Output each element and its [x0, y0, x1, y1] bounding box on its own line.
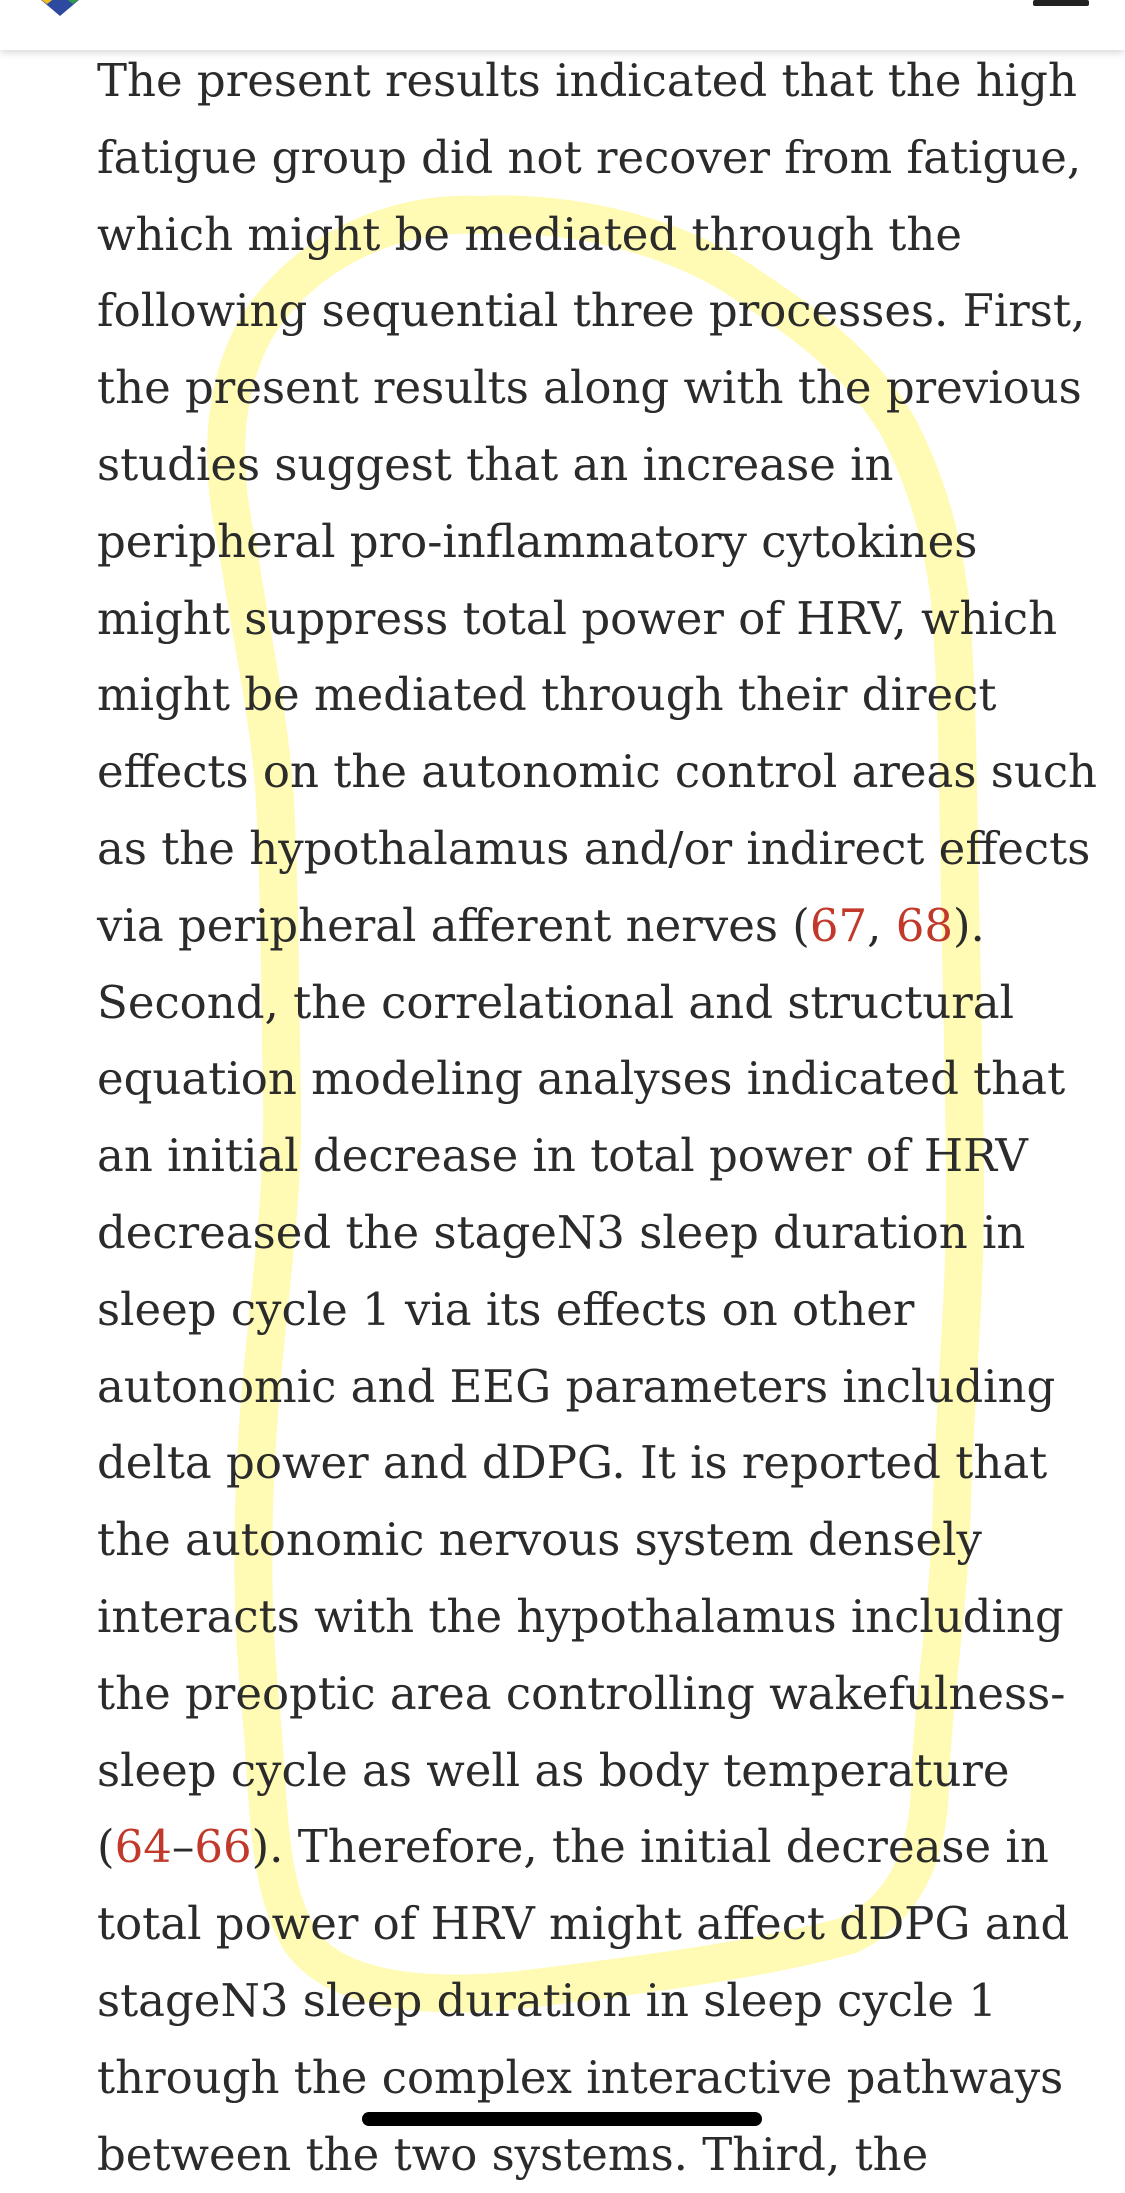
text-line — [97, 1425, 1057, 1502]
text-run: might suppress total power of HRV, which — [97, 591, 1058, 645]
home-indicator[interactable] — [362, 2112, 762, 2126]
text-run: the autonomic nervous system densely — [97, 1513, 982, 1567]
text-line — [97, 2117, 1057, 2193]
text-run: decreased the stageN3 sleep duration in — [97, 1205, 1026, 1259]
text-line — [97, 657, 1057, 734]
top-navigation-bar — [0, 0, 1125, 50]
text-line — [97, 1349, 1057, 1426]
text-line — [97, 734, 1098, 811]
text-run: ). Therefore, the initial decrease in — [251, 1820, 1049, 1874]
text-line — [97, 1733, 1057, 1810]
text-line — [97, 1579, 1064, 1656]
text-run: between the two systems. Third, the — [97, 2127, 929, 2181]
text-run: The present results indicated that the high — [97, 54, 1077, 107]
text-run: ). — [952, 898, 985, 952]
text-line — [97, 1656, 1066, 1733]
text-run: via peripheral afferent nerves ( — [97, 898, 810, 952]
citation-link[interactable]: 67 — [809, 898, 868, 952]
text-run: autonomic and EEG parameters including — [97, 1359, 1056, 1413]
text-line — [97, 1963, 1057, 2040]
text-line — [97, 427, 1057, 504]
text-line — [97, 1886, 1070, 1963]
text-run: interacts with the hypothalamus including — [97, 1589, 1064, 1643]
text-run: stageN3 sleep duration in sleep cycle 1 — [97, 1973, 997, 2027]
text-line — [97, 1272, 1057, 1349]
citation-link[interactable]: 68 — [895, 898, 953, 952]
text-run: might be mediated through their direct — [97, 668, 997, 722]
text-run: total power of HRV might affect dDPG and — [97, 1897, 1070, 1951]
text-line — [97, 1118, 1057, 1195]
text-run: sleep cycle as well as body temperature — [97, 1743, 1010, 1797]
text-line — [97, 350, 1082, 427]
text-line — [97, 888, 1057, 965]
text-run: the present results along with the previous — [97, 361, 1082, 415]
text-line — [97, 120, 1082, 197]
text-run: effects on the autonomic control areas such — [97, 745, 1098, 799]
hamburger-menu-icon[interactable] — [1033, 0, 1089, 6]
text-run: which might be mediated through the — [97, 207, 962, 261]
citation-link[interactable]: 66 — [194, 1820, 252, 1874]
text-run: delta power and dDPG. It is reported that — [97, 1436, 1048, 1490]
text-line — [97, 273, 1086, 350]
text-run: as the hypothalamus and/or indirect effects — [97, 821, 1091, 875]
text-run: Second, the correlational and structural — [97, 975, 1014, 1029]
text-run: – — [171, 1820, 195, 1874]
text-run: an initial decrease in total power of HRV — [97, 1129, 1028, 1183]
text-run: sleep cycle 1 via its effects on other — [97, 1282, 915, 1336]
journal-logo-icon[interactable] — [30, 0, 90, 24]
text-line — [97, 965, 1057, 1042]
text-run: equation modeling analyses indicated that — [97, 1052, 1066, 1106]
text-line — [97, 504, 1057, 581]
text-line — [97, 581, 1057, 658]
text-line — [97, 1809, 1057, 1886]
text-run: , — [867, 898, 896, 952]
text-run: through the complex interactive pathways — [97, 2050, 1064, 2104]
text-line — [97, 811, 1091, 888]
text-line — [97, 1041, 1066, 1118]
text-run: peripheral pro-inflammatory cytokines — [97, 514, 978, 568]
text-line — [97, 1195, 1057, 1272]
text-run: following sequential three processes. First, — [97, 284, 1086, 338]
article-body — [97, 43, 1098, 2193]
text-line — [97, 1502, 1057, 1579]
text-run: the preoptic area controlling wakefulness- — [97, 1666, 1066, 1720]
text-line — [97, 197, 1057, 274]
text-line — [97, 2040, 1064, 2117]
text-run: studies suggest that an increase in — [97, 437, 894, 491]
citation-link[interactable]: 64 — [114, 1820, 172, 1874]
text-run: fatigue group did not recover from fatigue, — [97, 130, 1082, 184]
text-run: ( — [97, 1820, 115, 1874]
text-line — [97, 43, 1077, 120]
